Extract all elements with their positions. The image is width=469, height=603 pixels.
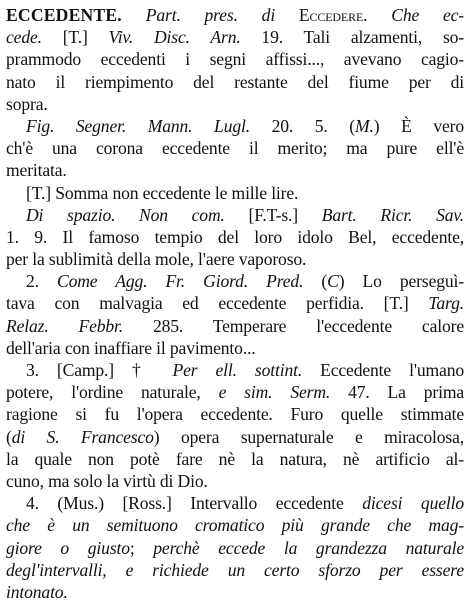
text-run: . (363, 5, 392, 25)
text-run: Viv. Disc. Arn. (108, 27, 241, 48)
entry-line (6, 559, 464, 581)
text-run: M. (355, 115, 374, 136)
text-run: ) opera supernaturale e miracolosa, (153, 426, 464, 447)
text-run: dicesi quello (362, 493, 464, 514)
text-run: meritata. (6, 160, 67, 181)
entry-line (6, 403, 464, 425)
text-run: ( (303, 271, 328, 292)
text-run: degl'intervalli, e richiede un certo sforzo per essere (6, 559, 464, 580)
text-run: 285. Temperare l'eccedente calore (123, 315, 464, 336)
entry-line (6, 226, 464, 248)
text-run: prammodo eccedenti i segni affissi..., avevano cagio- (6, 49, 464, 70)
entry-line (6, 93, 464, 115)
entry-line (6, 71, 464, 93)
entry-line (6, 26, 464, 48)
entry-line (6, 337, 464, 359)
text-run: giore o giusto (6, 537, 130, 558)
text-run: [F.T-s.] (224, 204, 322, 225)
text-run: che è un semituono cromatico più grande che mag- (6, 515, 464, 536)
text-run: 19. Tali alzamenti, so- (240, 27, 464, 48)
text-run: ) Lo perseguì- (338, 271, 464, 292)
text-run: Fig. Segner. Mann. Lugl. (26, 115, 250, 136)
entry-line (6, 537, 464, 559)
text-run: Che ec- (391, 5, 464, 25)
entry-line (6, 270, 464, 292)
entry-line (6, 470, 464, 492)
line-content (146, 5, 464, 25)
text-run: nato il riempimento del restante del fiume per di (6, 71, 464, 92)
entry-line (6, 426, 464, 448)
text-run: [T.] Somma non eccedente le mille lire. (26, 182, 299, 203)
entry-line (6, 204, 464, 226)
text-run: Eccedere (298, 5, 364, 25)
text-run: ( (6, 426, 12, 447)
text-run: Eccedente l'umano (302, 360, 464, 380)
entry-line (6, 448, 464, 470)
entry-line (6, 292, 464, 314)
text-run: sopra. (6, 93, 48, 114)
text-run: per la sublimità della mole, l'aere vaporoso. (6, 249, 307, 270)
entry-line (6, 381, 464, 403)
text-run: 2. (26, 271, 57, 292)
text-run: 20. 5. ( (249, 115, 356, 136)
text-run: 1. 9. Il famoso tempio del loro idolo Bel, eccedente, (6, 226, 464, 247)
text-run: Di spazio. Non com. (26, 204, 225, 225)
text-run: ; (129, 537, 154, 558)
entry-line (6, 159, 464, 181)
entry-line (6, 48, 464, 70)
entry-line (6, 248, 464, 270)
entry-line (6, 182, 464, 204)
text-run: e sim. Serm. (218, 382, 331, 403)
text-run: Come Agg. Fr. Giord. Pred. (57, 271, 304, 292)
text-run: 3. [Camp.] † (26, 360, 173, 380)
entry-line (6, 4, 464, 26)
entry-line (6, 492, 464, 514)
text-run: Relaz. Febbr. (6, 315, 124, 336)
text-run: intonato. (6, 581, 68, 602)
entry-line (6, 315, 464, 337)
text-run: 4. (Mus.) [Ross.] Intervallo eccedente (26, 493, 363, 514)
text-run: di S. Francesco (11, 426, 154, 447)
entry-line (6, 115, 464, 137)
text-run: Per ell. sottint. (172, 360, 303, 380)
dictionary-entry (6, 4, 464, 603)
text-run: 47. La prima (330, 382, 464, 403)
text-run: cede. (6, 27, 42, 48)
headword: ECCEDENTE. (6, 5, 122, 25)
text-run: la quale non potè fare nè la natura, nè artificio al- (6, 448, 464, 469)
text-run: ) È vero (373, 115, 464, 136)
text-run: dell'aria con inaffiare il pavimento... (6, 337, 256, 358)
text-run: perchè eccede la grandezza naturale (153, 537, 464, 558)
text-run: Part. pres. di (145, 5, 299, 25)
text-run: C (327, 271, 339, 292)
text-run: Bart. Ricr. Sav. (321, 204, 464, 225)
text-run: [T.] (41, 27, 109, 48)
text-run: Targ. (428, 293, 464, 314)
entry-line (6, 514, 464, 536)
text-run: ragione si fu l'opera eccedente. Furo quelle stimmate (6, 404, 464, 425)
text-run: cuno, ma solo la virtù di Dio. (6, 470, 208, 491)
entry-line (6, 137, 464, 159)
text-run: tava con malvagia ed eccedente perfidia. [T.] (6, 293, 429, 314)
text-run: potere, l'ordine naturale, (6, 382, 219, 403)
text-run: ch'è una corona eccedente il merito; ma pure ell'è (6, 138, 464, 159)
entry-line (6, 581, 464, 603)
entry-line (6, 359, 464, 381)
